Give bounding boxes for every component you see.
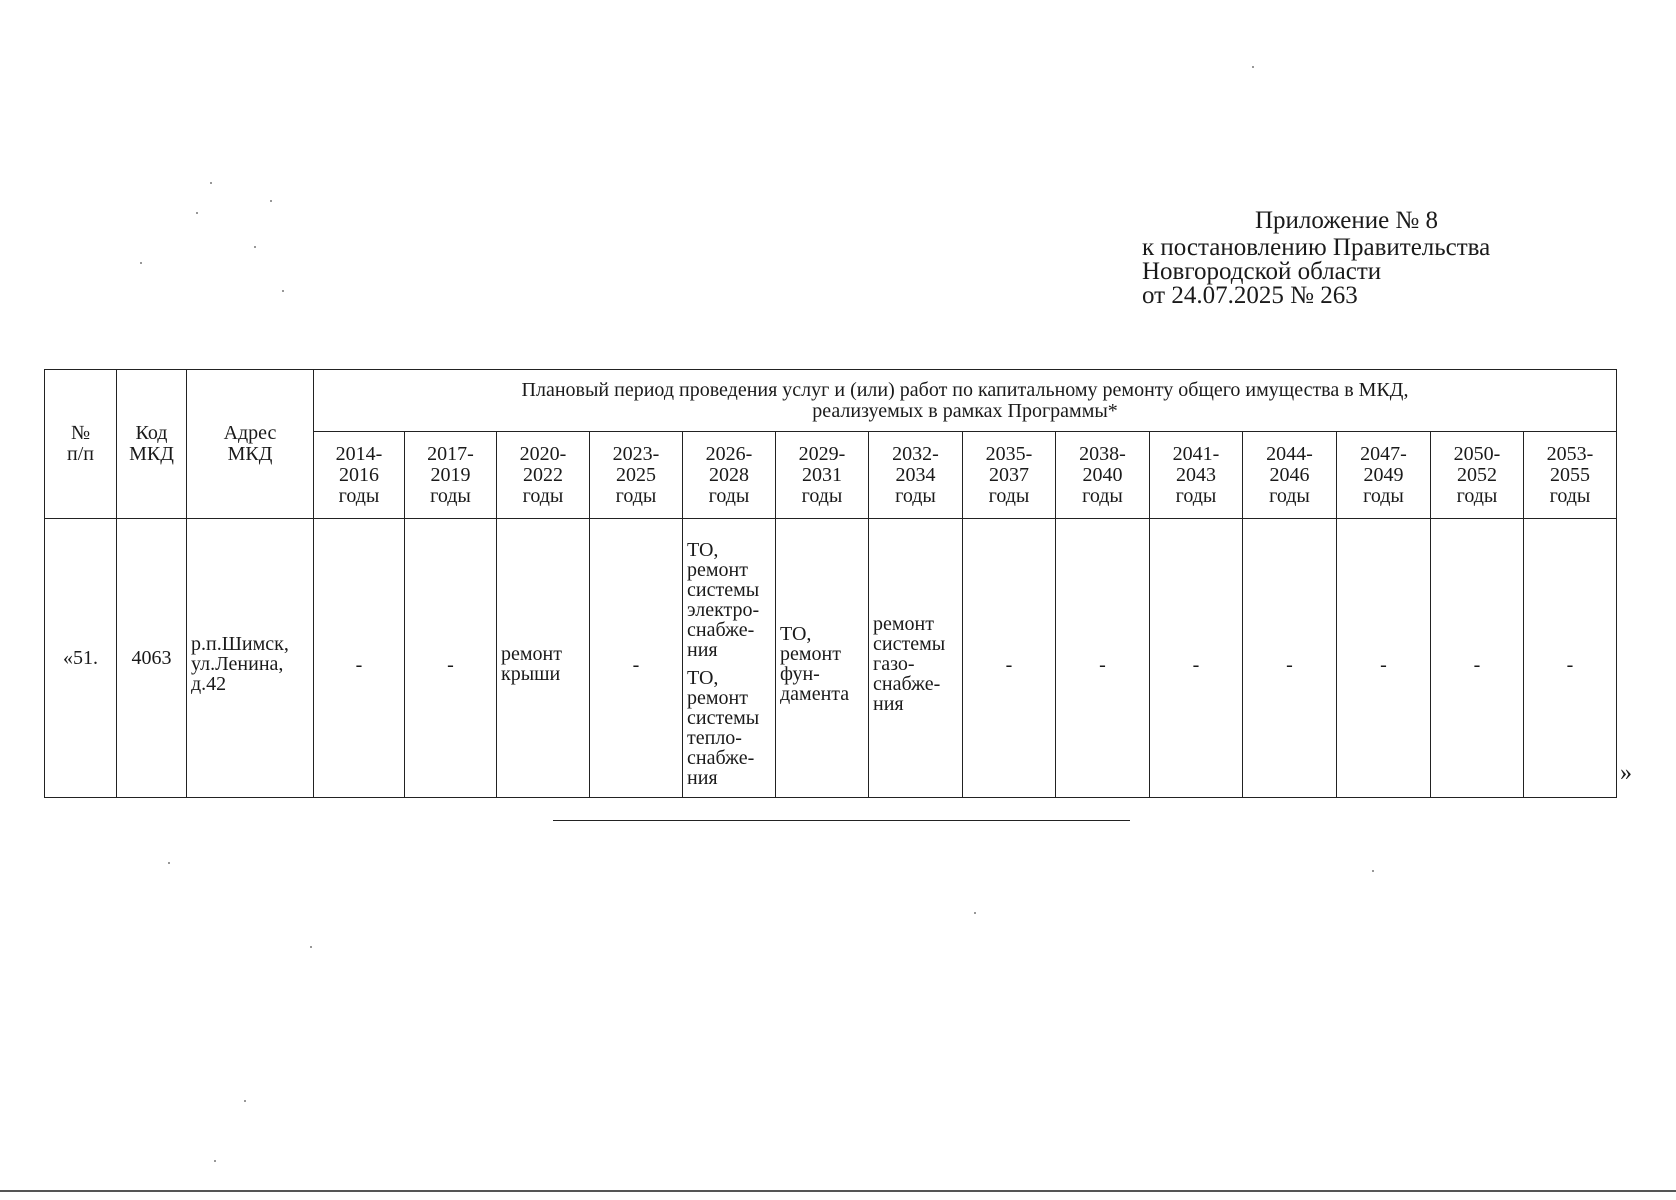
period-header: 2014- 2016 годы (314, 432, 405, 519)
period-header: 2020- 2022 годы (497, 432, 590, 519)
header-number-line1: № (70, 422, 91, 444)
scan-speck (210, 182, 212, 184)
cell-2023-2025: - (590, 519, 683, 798)
header-address (187, 370, 314, 519)
header-address-line1: Адрес (223, 422, 277, 444)
period-header: 2035- 2037 годы (963, 432, 1056, 519)
capital-repair-plan-table (44, 369, 1617, 798)
header-number (45, 370, 117, 519)
period-header: 2026- 2028 годы (683, 432, 776, 519)
cell-2035-2037: - (963, 519, 1056, 798)
header-code-line2: МКД (129, 443, 174, 465)
table-row (45, 519, 1617, 798)
cell-2053-2055: - (1524, 519, 1617, 798)
row-code-cell: 4063 (117, 519, 187, 798)
header-number-line2: п/п (67, 443, 94, 465)
cell-2044-2046: - (1243, 519, 1337, 798)
scan-speck (214, 1160, 216, 1162)
header-period-group (314, 370, 1617, 432)
scan-speck (310, 946, 312, 948)
period-header: 2044- 2046 годы (1243, 432, 1337, 519)
scan-speck (1252, 66, 1254, 68)
scan-speck (244, 1100, 246, 1102)
period-header: 2041- 2043 годы (1150, 432, 1243, 519)
row-address-cell: р.п.Шимск, ул.Ленина, д.42 (187, 519, 314, 798)
cell-2050-2052: - (1431, 519, 1524, 798)
scan-speck (254, 246, 256, 248)
header-address-line2: МКД (227, 443, 273, 465)
scan-speck (270, 200, 272, 202)
period-header: 2023- 2025 годы (590, 432, 683, 519)
period-header: 2038- 2040 годы (1056, 432, 1150, 519)
cell-2047-2049: - (1337, 519, 1431, 798)
period-header: 2053- 2055 годы (1524, 432, 1617, 519)
scan-speck (168, 862, 170, 864)
cell-2029-2031: ТО, ремонт фун- дамента (776, 519, 869, 798)
cell-2032-2034: ремонт системы газо- снабже- ния (869, 519, 963, 798)
period-header: 2047- 2049 годы (1337, 432, 1431, 519)
scan-speck (974, 912, 976, 914)
period-header: 2017- 2019 годы (405, 432, 497, 519)
separator-line (553, 820, 1130, 821)
header-row-top (45, 370, 1617, 432)
period-header: 2029- 2031 годы (776, 432, 869, 519)
scan-speck (140, 262, 142, 264)
header-period-group-line1: Плановый период проведения услуг и (или) работ по капитальному ремонту общего имущества в МКД, (521, 378, 1409, 401)
appendix-title: Приложение № 8 (1255, 207, 1439, 234)
closing-quote: » (1620, 760, 1632, 786)
cell-2014-2016: - (314, 519, 405, 798)
cell-2026-2028 (683, 519, 776, 798)
cell-2017-2019: - (405, 519, 497, 798)
cell-2038-2040: - (1056, 519, 1150, 798)
page-edge-line (0, 1190, 1676, 1192)
appendix-heading (1142, 206, 1562, 308)
period-header: 2050- 2052 годы (1431, 432, 1524, 519)
scan-speck (196, 212, 198, 214)
work-electricity-supply: ТО, ремонт системы электро- снабже- ния (687, 538, 760, 661)
scan-speck (1372, 870, 1374, 872)
header-code (117, 370, 187, 519)
appendix-date-line: от 24.07.2025 № 263 (1142, 282, 1358, 309)
cell-2041-2043: - (1150, 519, 1243, 798)
header-period-group-line2: реализуемых в рамках Программы* (812, 399, 1118, 422)
appendix-region-line: Новгородской области (1142, 258, 1382, 285)
cell-2020-2022: ремонт крыши (497, 519, 590, 798)
work-heat-supply: ТО, ремонт системы тепло- снабже- ния (687, 666, 760, 789)
appendix-resolution-line: к постановлению Правительства (1142, 234, 1491, 261)
scan-speck (282, 290, 284, 292)
row-number-cell: «51. (45, 519, 117, 798)
header-code-line1: Код (135, 422, 168, 444)
period-header: 2032- 2034 годы (869, 432, 963, 519)
